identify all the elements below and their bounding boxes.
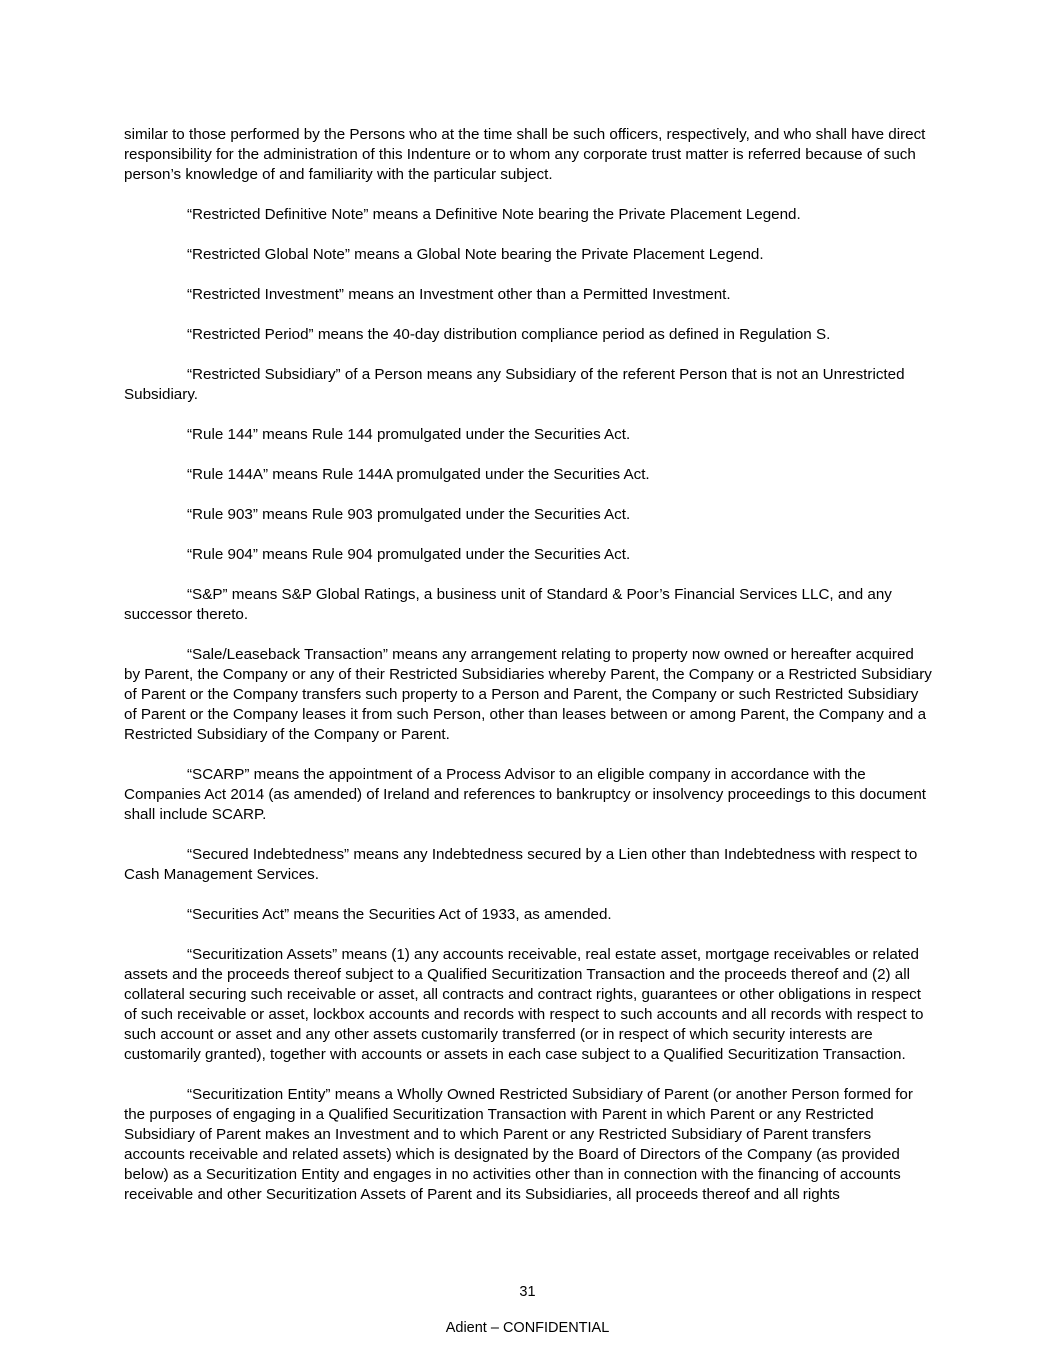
definition-rule-144: “Rule 144” means Rule 144 promulgated under the Securities Act. (187, 426, 631, 443)
definition-restricted-global-note: “Restricted Global Note” means a Global Note bearing the Private Placement Legend. (187, 246, 764, 263)
definition-securitization-assets: “Securitization Assets” means (1) any accounts receivable, real estate asset, mortgage receivables or related assets and the proceeds thereof subject to a Qualified Securitization Transaction and the proceeds thereof and (2) all collateral securing such receivable or asset, all contracts and contract rights, guarantees or other obligations in respect of such receivable or asset, lockbox accounts and records with respect to such accounts and all records with respect to such account or asset and any other assets customarily transferred (or in respect of which security interests are customarily granted), together with accounts or assets in each case subject to a Qualified Securitization Transaction. (124, 946, 924, 1063)
definition-scarp: “SCARP” means the appointment of a Process Advisor to an eligible company in accordance with the Companies Act 2014 (as amended) of Ireland and references to bankruptcy or insolvency proceedings to this document shall include SCARP. (124, 766, 927, 823)
definition-securities-act: “Securities Act” means the Securities Act of 1933, as amended. (187, 906, 612, 923)
definition-securitization-entity: “Securitization Entity” means a Wholly Owned Restricted Subsidiary of Parent (or another Person formed for the purposes of engaging in a Qualified Securitization Transaction with Parent in which Parent or any Restricted Subsidiary of Parent makes an Investment and to which Parent or any Restricted Subsidiary of Parent transfers accounts receivable and related assets) which is designated by the Board of Directors of the Company (as provided below) as a Securitization Entity and engages in no activities other than in connection with the financing of accounts receivable and other Securitization Assets of Parent and its Subsidiaries, all proceeds thereof and all rights (124, 1086, 913, 1203)
definition-rule-904: “Rule 904” means Rule 904 promulgated under the Securities Act. (187, 546, 631, 563)
definition-rule-903: “Rule 903” means Rule 903 promulgated under the Securities Act. (187, 506, 631, 523)
definition-rule-144a: “Rule 144A” means Rule 144A promulgated under the Securities Act. (187, 466, 650, 483)
definition-s-and-p: “S&P” means S&P Global Ratings, a business unit of Standard & Poor’s Financial Services LLC, and any successor thereto. (124, 586, 892, 623)
definition-sale-leaseback-transaction: “Sale/Leaseback Transaction” means any arrangement relating to property now owned or hereafter acquired by Parent, the Company or any of their Restricted Subsidiaries whereby Parent, the Company or a Restricted Subsidiary of Parent or the Company transfers such property to a Person and Parent, the Company or such Restricted Subsidiary of Parent or the Company leases it from such Person, other than leases between or among Parent, the Company and a Restricted Subsidiary of the Company or Parent. (124, 646, 932, 743)
definition-restricted-period: “Restricted Period” means the 40-day distribution compliance period as defined in Regulation S. (187, 326, 831, 343)
definition-restricted-investment: “Restricted Investment” means an Investment other than a Permitted Investment. (187, 286, 731, 303)
definition-restricted-definitive-note: “Restricted Definitive Note” means a Definitive Note bearing the Private Placement Legend. (187, 206, 801, 223)
document-body (124, 125, 934, 1225)
definition-secured-indebtedness: “Secured Indebtedness” means any Indebtedness secured by a Lien other than Indebtedness with respect to Cash Management Services. (124, 846, 918, 883)
page-number: 31 (519, 1284, 536, 1300)
definition-restricted-subsidiary: “Restricted Subsidiary” of a Person means any Subsidiary of the referent Person that is not an Unrestricted Subsidiary. (124, 366, 905, 403)
paragraph-continued: similar to those performed by the Persons who at the time shall be such officers, respectively, and who shall have direct responsibility for the administration of this Indenture or to whom any corporate trust matter is referred because of such person’s knowledge of and familiarity with the particular subject. (124, 126, 926, 183)
confidential-footer: Adient – CONFIDENTIAL (445, 1320, 610, 1336)
